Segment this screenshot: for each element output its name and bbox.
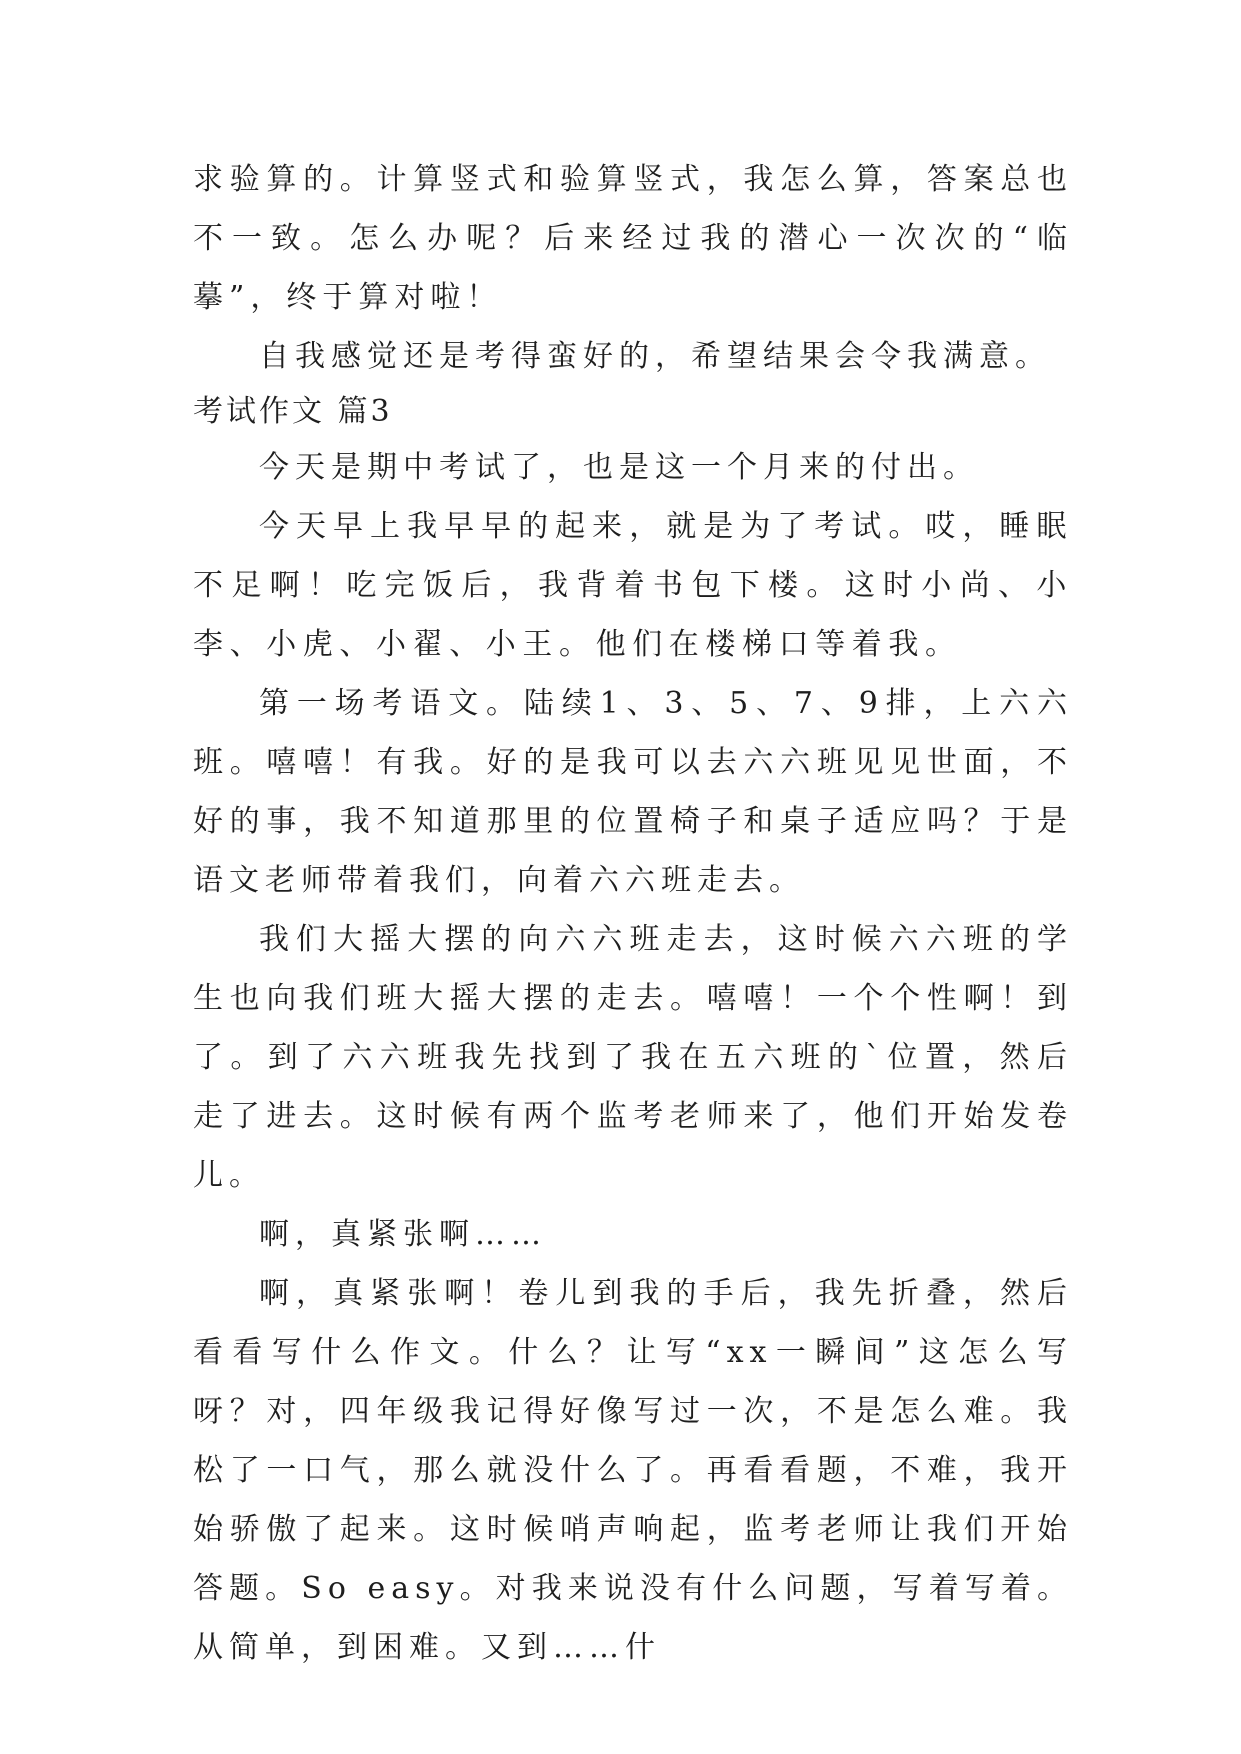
essay-heading: 考试作文 篇3 xyxy=(193,394,393,429)
paragraph-3: 第一场考语文。陆续1、3、5、7、9排，上六六班。嘻嘻！有我。好的是我可以去六六班见见世面，不好的事，我不知道那里的位置椅子和桌子适应吗？于是语文老师带着我们，向着六六班走去。 xyxy=(193,686,1073,898)
paragraph-1: 今天是期中考试了，也是这一个月来的付出。 xyxy=(259,450,979,485)
paragraph-6: 啊，真紧张啊！卷儿到我的手后，我先折叠，然后看看写什么作文。什么？让写“xx一瞬间”这怎么写呀？对，四年级我记得好像写过一次，不是怎么难。我松了一口气，那么就没什么了。再看看题，不难，我开始骄傲了起来。这时候哨声响起，监考老师让我们开始答题。So easy。对我来说没有什么问题，写着写着。从简单，到困难。又到……什 xyxy=(193,1276,1073,1665)
closing-paragraph: 自我感觉还是考得蛮好的，希望结果会令我满意。 xyxy=(259,339,1051,374)
paragraph-4: 我们大摇大摆的向六六班走去，这时候六六班的学生也向我们班大摇大摆的走去。嘻嘻！一个个性啊！到了。到了六六班我先找到了我在五六班的`位置，然后走了进去。这时候有两个监考老师来了，他们开始发卷儿。 xyxy=(193,922,1073,1193)
document-body xyxy=(193,150,1073,1677)
paragraph-2: 今天早上我早早的起来，就是为了考试。哎，睡眠不足啊！吃完饭后，我背着书包下楼。这时小尚、小李、小虎、小翟、小王。他们在楼梯口等着我。 xyxy=(193,509,1073,662)
paragraph-5: 啊，真紧张啊…… xyxy=(259,1217,547,1252)
continuation-paragraph: 求验算的。计算竖式和验算竖式，我怎么算，答案总也不一致。怎么办呢？后来经过我的潜心一次次的“临摹”，终于算对啦！ xyxy=(193,162,1073,315)
